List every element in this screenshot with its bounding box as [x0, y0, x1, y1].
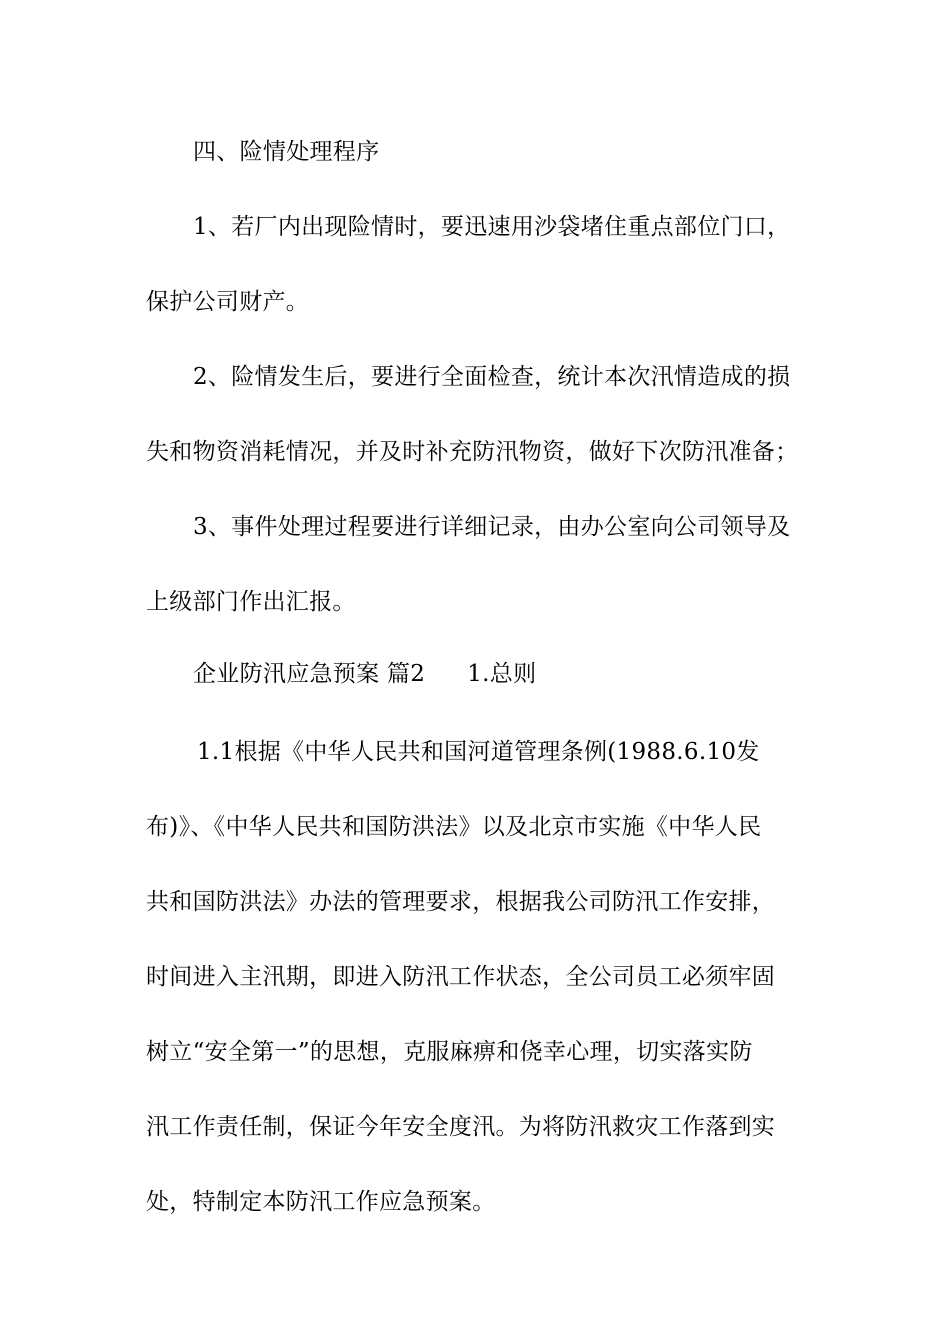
plan-title: 企业防汛应急预案 篇2: [193, 661, 426, 687]
paragraph-line: 3、事件处理过程要进行详细记录，由办公室向公司领导及: [193, 514, 791, 540]
paragraph-line: 1.1根据《中华人民共和国河道管理条例(1988.6.10发: [197, 739, 760, 765]
paragraph-line: 时间进入主汛期，即进入防汛工作状态，全公司员工必须牢固: [146, 964, 776, 990]
paragraph-line: 树立“安全第一”的思想，克服麻痹和侥幸心理，切实落实防: [146, 1039, 753, 1065]
paragraph-line: 2、险情发生后，要进行全面检查，统计本次汛情造成的损: [193, 364, 791, 390]
plan-title-line: [193, 658, 536, 690]
paragraph-line: 上级部门作出汇报。: [146, 589, 356, 615]
paragraph-line: 共和国防洪法》办法的管理要求，根据我公司防汛工作安排，: [146, 889, 776, 915]
paragraph-line: 处，特制定本防汛工作应急预案。: [146, 1189, 496, 1215]
paragraph-line: 失和物资消耗情况，并及时补充防汛物资，做好下次防汛准备；: [146, 439, 799, 465]
paragraph-line: 布)》、《中华人民共和国防洪法》以及北京市实施《中华人民: [146, 814, 762, 840]
general-heading: 1.总则: [467, 661, 537, 687]
section-heading: 四、险情处理程序: [193, 139, 380, 165]
paragraph-line: 汛工作责任制，保证今年安全度汛。为将防汛救灾工作落到实: [146, 1114, 776, 1140]
paragraph-line: 保护公司财产。: [146, 289, 310, 315]
paragraph-line: 1、若厂内出现险情时，要迅速用沙袋堵住重点部位门口，: [193, 214, 791, 240]
